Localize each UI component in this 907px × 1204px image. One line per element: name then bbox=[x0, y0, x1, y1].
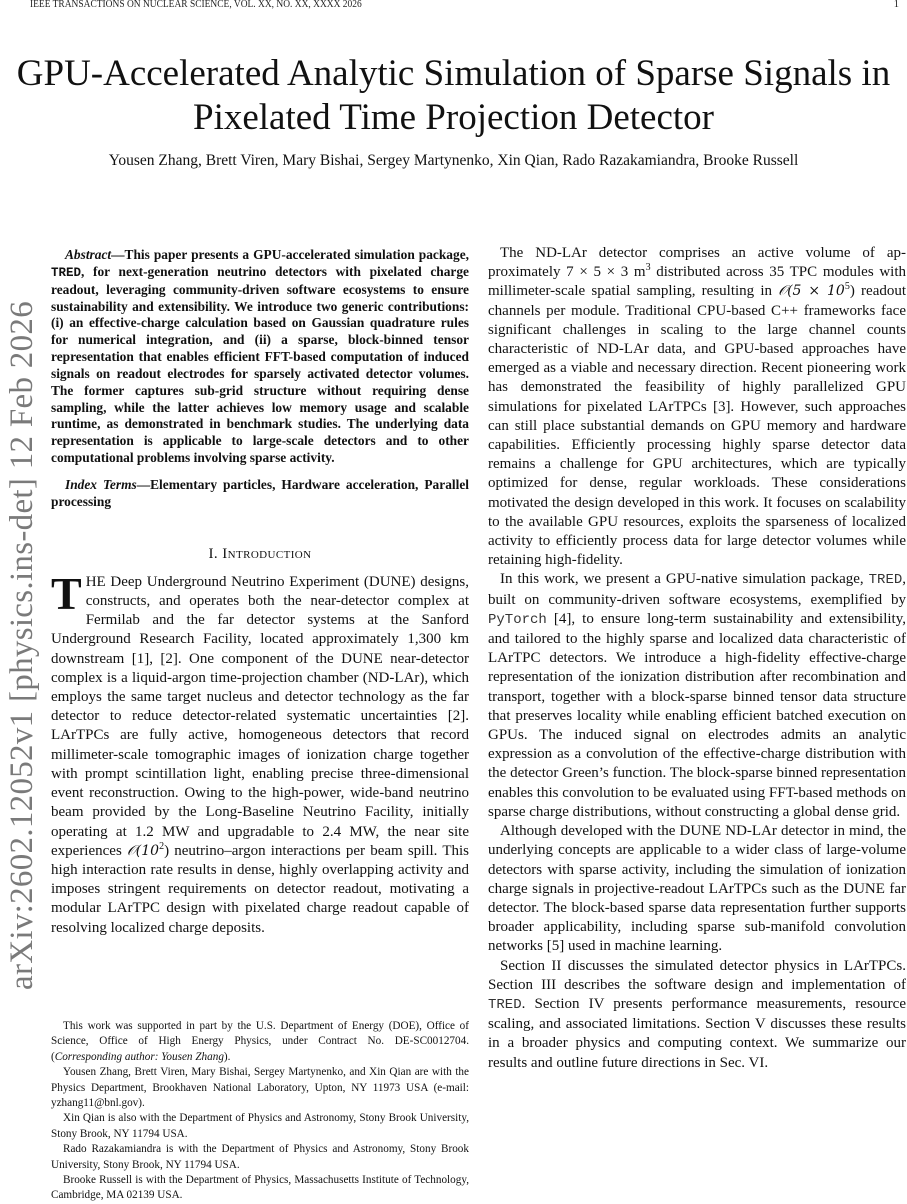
running-header bbox=[30, 0, 907, 14]
left-column bbox=[51, 247, 469, 938]
footnotes bbox=[51, 1019, 469, 1204]
affiliation-footnote: Yousen Zhang, Brett Viren, Mary Bishai, Sergey Martynenko, and Xin Qian are with the Physics Department, Brookhaven National Laboratory, Upton, NY 11973 USA (e-mail: yzhang11@bnl.gov). bbox=[51, 1066, 469, 1110]
intro-paragraph-5: Section II discusses the simulated detector physics in LArTPCs. Section III describes the software design and implementation of TRED. Section IV presents performance measurements, resource scaling, and associated limitations. Section V discusses these results in a broader physics and computing context. We summarize our results and outline future directions in Sec. VI. bbox=[488, 957, 906, 1071]
affiliation-footnote: Xin Qian is also with the Department of Physics and Astronomy, Stony Brook University, Stony Brook, NY 11794 USA. bbox=[51, 1112, 469, 1140]
intro-paragraph-2: The ND-LAr detector comprises an active volume of approximately 7 × 5 × 3 $m^3$ distributed across 35 TPC modules with millimeter-scale spatial sampling, resulting in 𝒪(5 × $10^5$) readout channels per module. Traditional CPU-based C++ frameworks face significant challenges in scaling to the large channel counts characteristic of ND-LAr data, and GPU-based approaches have emerged as a viable and necessary direction. Recent pioneering work has demonstrated the feasibility of highly parallelized GPU simulations for pixelated LArTPCs [3]. However, such approaches can still place substantial demands on GPU memory and hardware capabilities. Efficiently processing highly sparse detector data remains a challenge for GPU architectures, which are typically optimized for dense, regular workloads. These considerations motivated the design developed in this work. It focuses on scalability to the available GPU resources, exploits the sparseness of localized activity to efficiently process data for large detector volumes while retaining high-fidelity. bbox=[488, 245, 907, 569]
funding-footnote: This work was supported in part by the U.S. Department of Energy (DOE), Office of Science, Office of High Energy Physics, under Contract No. DE-SC0012704. (Corresponding author: Yousen Zhang). bbox=[51, 1020, 469, 1063]
corresponding-author: Corresponding author: Yousen Zhang bbox=[54, 1050, 224, 1063]
journal-name: IEEE TRANSACTIONS ON NUCLEAR SCIENCE, VOL. XX, NO. XX, XXXX 2026 bbox=[30, 0, 362, 10]
author-list: Yousen Zhang, Brett Viren, Mary Bishai, Sergey Martynenko, Xin Qian, Rado Razakamiandra, Brooke Russell bbox=[108, 152, 799, 169]
right-column bbox=[488, 244, 906, 1073]
pytorch-code: PyTorch bbox=[488, 611, 547, 628]
arxiv-identifier-stamp: arXiv:2602.12052v1 [physics.ins-det] 12 Feb 2026 bbox=[4, 301, 40, 990]
index-terms-label: Index Terms bbox=[65, 476, 137, 492]
package-name-code: TRED bbox=[488, 996, 522, 1013]
paper-title: GPU-Accelerated Analytic Simulation of Sparse Signals in Pixelated Time Projection Detector bbox=[16, 53, 891, 138]
package-name-code: TRED bbox=[51, 265, 82, 280]
drop-cap: T bbox=[51, 567, 82, 619]
package-name-code: TRED bbox=[868, 572, 903, 589]
affiliation-footnote: Rado Razakamiandra is with the Department of Physics and Astronomy, Stony Brook University, Stony Brook, NY 11794 USA. bbox=[51, 1143, 469, 1171]
abstract: Abstract—This paper presents a GPU-accelerated simulation package, TRED, for next-generation neutrino detectors with pixelated charge readout, leveraging community-driven software ecosystems to ensure sustainability and extensibility. We introduce two generic contributions: (i) an effective-charge calculation based on Gaussian quadrature rules for numerical integration, and (ii) a sparse, block-binned tensor representation that enables efficient FFT-based computation of induced signals on readout electrodes for sparsely activated detector volumes. The former captures sub-grid structure without requiring dense sampling, while the latter achieves low memory usage and scalable runtime, as demonstrated in benchmark studies. The underlying data representation is applicable to large-scale detectors and to other computational problems involving sparse activity. bbox=[51, 247, 469, 466]
intro-paragraph-1: THE Deep Underground Neutrino Experiment (DUNE) designs, constructs, and operates both the near-detector complex at Fermilab and the far detector systems at the Sanford Underground Research Facility, located approximately 1,300 km downstream [1], [2]. One component of the DUNE near-detector complex is a liquid-argon time-projection chamber (ND-LAr), which employs the same target nucleus and detector technology as the far detector to reduce detector-related systematic uncertainties [2]. LArTPCs are fully active, homogeneous detectors that record millimeter-scale tomographic images of ionization charge together with prompt scintillation light, enabling precise three-dimensional event reconstruction. Owing to the high-power, wide-band neutrino beam provided by the Long-Baseline Neutrino Facility, initially operating at 1.2 MW and upgradable to 2.4 MW, the near site experiences $𝒪(10^2)$ neutrino–argon interactions per beam spill. This high interaction rate results in dense, highly overlapping activity and imposes stringent requirements on detector readout, motivating a modular LArTPC design with pixelated charge readout capable of resolving localized charge deposits. bbox=[51, 567, 469, 936]
page-number: 1 bbox=[893, 0, 899, 10]
index-terms: Index Terms—Elementary particles, Hardware acceleration, Parallel processing bbox=[51, 476, 469, 509]
abstract-label: Abstract bbox=[65, 247, 112, 262]
section-heading-introduction: I. Introduction bbox=[208, 545, 312, 562]
intro-paragraph-3: In this work, we present a GPU-native simulation package, TRED, built on community-driven software ecosystems, exemplified by PyTorch [4], to ensure long-term sustainability and extensibility, and tailored to the highly sparse and localized data characteristic of LArTPC detectors. We introduce a high-fidelity effective-charge representation of the ionization distribution after recombination and transport, together with a block-sparse binned tensor data structure that preserves locality while enabling efficient batched execution on GPUs. The induced signal on electrodes admits an analytic expression as a convolution of the effective-charge distribution with the detector Green’s function. The block-sparse binned representation enables this convolution to be evaluated using FFT-based methods on sparse charge distributions, without constructing a global dense grid. bbox=[488, 571, 906, 820]
intro-paragraph-4: Although developed with the DUNE ND-LAr detector in mind, the underlying concepts are applicable to a wider class of large-volume detectors with sparse activity, including the simulation of ionization charge signals in projective-readout LArTPCs such as the DUNE far detector. The block-based sparse data representation further supports broader applicability, including sparse sub-manifold convolution networks [5] used in machine learning. bbox=[488, 823, 906, 955]
affiliation-footnote: Brooke Russell is with the Department of Physics, Massachusetts Institute of Technology, Cambridge, MA 02139 USA. bbox=[51, 1174, 469, 1202]
